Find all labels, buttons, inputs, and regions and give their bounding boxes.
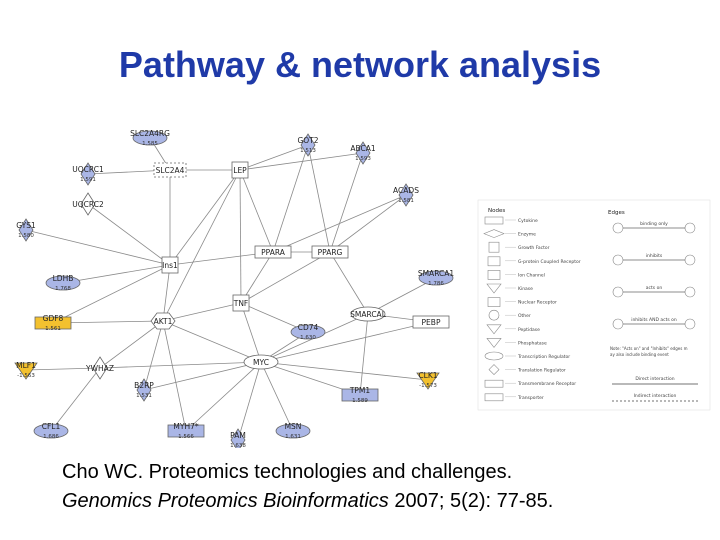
- legend-node-label: Phosphatase: [518, 341, 547, 347]
- node-smarcal: [350, 307, 387, 321]
- legend-edge-note: Note: "Acts on" and "Inhibits" edges m: [610, 346, 688, 351]
- legend-edge-label: inhibits: [645, 254, 663, 259]
- node-ywhaz: [85, 357, 114, 379]
- edge-myc-clk1: [261, 362, 428, 380]
- node-label: YWHAZ: [86, 364, 114, 373]
- node-clk1: [417, 371, 439, 389]
- edge-lep-tnf: [240, 170, 241, 303]
- node-myc: [244, 355, 278, 369]
- legend-node-label: Growth Factor: [518, 246, 550, 252]
- legend-panel: [478, 200, 710, 410]
- node-label: AKT1: [153, 317, 173, 326]
- node-slc2a4: [154, 163, 186, 177]
- edge-abca1-lep: [240, 153, 363, 170]
- node-lep: [232, 162, 248, 178]
- node-label: SMARCA1: [417, 269, 455, 278]
- node-gys1: [16, 219, 36, 241]
- node-value: 1.566: [178, 434, 194, 440]
- node-abca1: [350, 142, 376, 164]
- node-akt1: [151, 313, 175, 329]
- edge-lep-ins1: [170, 170, 240, 265]
- edge-abca1-pparg: [330, 153, 363, 252]
- node-label: TNF: [233, 299, 249, 308]
- edge-ywhaz-myc: [100, 362, 261, 368]
- node-got2: [297, 134, 318, 156]
- edge-akt1-myc: [163, 321, 261, 362]
- node-label: UQCRC2: [72, 200, 104, 209]
- node-label: TPM1: [349, 386, 371, 395]
- node-value: 1.585: [142, 141, 158, 147]
- node-acads: [393, 184, 419, 206]
- edge-akt1-myh7: [163, 321, 186, 431]
- node-label: MYC: [253, 358, 269, 367]
- node-b2rp: [134, 379, 154, 401]
- legend-edges-title: Edges: [608, 210, 625, 216]
- edge-pparg-tnf: [241, 252, 330, 303]
- network-diagram: [8, 118, 712, 448]
- node-uqcrc1: [72, 163, 104, 185]
- legend-node-label: Translation Regulator: [518, 368, 566, 374]
- edge-akt1-ywhaz: [100, 321, 163, 368]
- legend-node-label: Kinase: [518, 287, 533, 292]
- legend-node-label: G-protein Coupled Receptor: [518, 259, 581, 265]
- node-label: B2RP: [134, 381, 154, 390]
- node-value: 1.638: [230, 443, 246, 448]
- node-ppara: [255, 246, 291, 258]
- node-value: -1.563: [17, 373, 35, 379]
- node-label: PAM: [230, 431, 246, 440]
- citation-line-1: Cho WC. Proteomics technologies and challenges.: [62, 461, 513, 483]
- node-pam: [230, 429, 246, 448]
- node-label: LDHB: [52, 274, 74, 283]
- citation: [62, 458, 702, 516]
- legend-node-label: Ion Channel: [518, 273, 545, 279]
- node-label: MYH7*: [173, 422, 199, 431]
- citation-ref: 2007; 5(2): 77-85.: [388, 490, 554, 512]
- node-value: 1.581: [398, 198, 414, 204]
- node-label: ACADS: [393, 186, 419, 195]
- node-cfl1: [34, 422, 68, 440]
- legend-node-label: Nuclear Receptor: [518, 300, 557, 306]
- node-label: MSN: [284, 422, 302, 431]
- node-ldhb: [46, 274, 80, 292]
- node-layer: [15, 129, 454, 448]
- legend-edge-label: acts on: [645, 286, 663, 291]
- node-ins1: [162, 257, 178, 273]
- edge-myc-b2rp: [144, 362, 261, 390]
- node-pebp: [413, 316, 449, 328]
- node-value: 1.593: [355, 156, 371, 162]
- legend-node-label: Enzyme: [518, 232, 536, 238]
- node-label: ABCA1: [350, 144, 376, 153]
- legend-edge-label: binding only: [640, 222, 668, 227]
- edge-myc-msn: [261, 362, 293, 431]
- node-label: SMARCAL: [350, 310, 386, 319]
- node-label: LEP: [233, 166, 247, 175]
- legend-frame: [478, 200, 710, 410]
- legend-node-label: Cytokine: [518, 219, 538, 224]
- legend-nodes-title: Nodes: [488, 208, 506, 214]
- legend-indirect-label: Indirect interaction: [633, 394, 677, 399]
- edge-myc-myh7: [186, 362, 261, 431]
- node-value: 1.513: [300, 148, 316, 154]
- edge-pebp-myc: [261, 322, 431, 362]
- node-uqcrc2: [72, 193, 104, 215]
- node-label: CD74: [297, 323, 319, 332]
- legend-edge-label: inhibits AND acts on: [631, 318, 677, 323]
- node-myh7: [168, 422, 204, 440]
- slide-title: Pathway & network analysis: [118, 44, 602, 85]
- node-pparg: [312, 246, 348, 258]
- node-label: GOT2: [297, 136, 319, 145]
- edge-pparg-smarcal: [330, 252, 368, 314]
- node-value: 1.768: [55, 286, 71, 292]
- node-label: CLK1: [418, 371, 438, 380]
- edge-gys1-ins1: [26, 230, 170, 265]
- node-label: GDF8: [42, 314, 64, 323]
- legend-direct-label: Direct interaction: [635, 377, 675, 382]
- node-label: UQCRC1: [72, 165, 104, 174]
- edge-lep-akt1: [163, 170, 240, 321]
- legend-edge-note-cont: ay also include binding event: [610, 352, 669, 357]
- node-value: 1.531: [136, 393, 152, 399]
- edge-acads-pparg: [330, 195, 406, 252]
- node-value: 1.580: [18, 233, 34, 239]
- node-label: CFL1: [41, 422, 61, 431]
- node-cd74: [291, 323, 325, 341]
- node-value: -1.573: [419, 383, 437, 389]
- node-tpm1: [342, 386, 378, 404]
- node-label: GYS1: [16, 221, 36, 230]
- node-value: 1.631: [285, 434, 301, 440]
- node-label: SLC2A4RG: [130, 129, 170, 138]
- node-value: 1.686: [43, 434, 59, 440]
- node-label: Ins1: [162, 261, 178, 270]
- edge-acads-ppara: [273, 195, 406, 252]
- legend-node-label: Transporter: [518, 395, 544, 401]
- legend-node-label: Other: [518, 314, 531, 320]
- edge-uqcrc2-ins1: [88, 204, 170, 265]
- node-value: 1.561: [45, 326, 61, 332]
- node-label: SLC2A4: [155, 166, 185, 175]
- legend-node-label: Transcription Regulator: [518, 355, 571, 360]
- node-gdf8: [35, 314, 71, 332]
- node-tnf: [233, 295, 249, 311]
- node-msn: [276, 422, 310, 440]
- node-value: 1.786: [428, 281, 444, 287]
- citation-journal: Genomics Proteomics Bioinformatics: [62, 490, 389, 512]
- edge-akt1-b2rp: [144, 321, 163, 390]
- legend-node-label: Peptidase: [518, 327, 540, 333]
- citation-line-2: [62, 487, 702, 516]
- edge-got2-lep: [240, 145, 308, 170]
- node-label: PPARG: [317, 248, 343, 257]
- edge-tnf-myc: [241, 303, 261, 362]
- edge-lep-ppara: [240, 170, 273, 252]
- node-label: PEBP: [421, 318, 441, 327]
- legend-node-label: Transmembrane Receptor: [518, 382, 577, 388]
- node-slc2a4rg: [130, 129, 170, 147]
- node-value: 1.589: [352, 398, 368, 404]
- node-label: PPARA: [261, 248, 285, 257]
- edge-smarcal-tpm1: [360, 314, 368, 395]
- edge-myc-pam: [238, 362, 261, 440]
- legend-node-type: [485, 380, 576, 387]
- node-value: 1.630: [300, 335, 316, 341]
- node-value: 1.591: [80, 177, 96, 183]
- node-label: MLF1: [16, 361, 36, 370]
- edge-tnf-akt1: [163, 303, 241, 321]
